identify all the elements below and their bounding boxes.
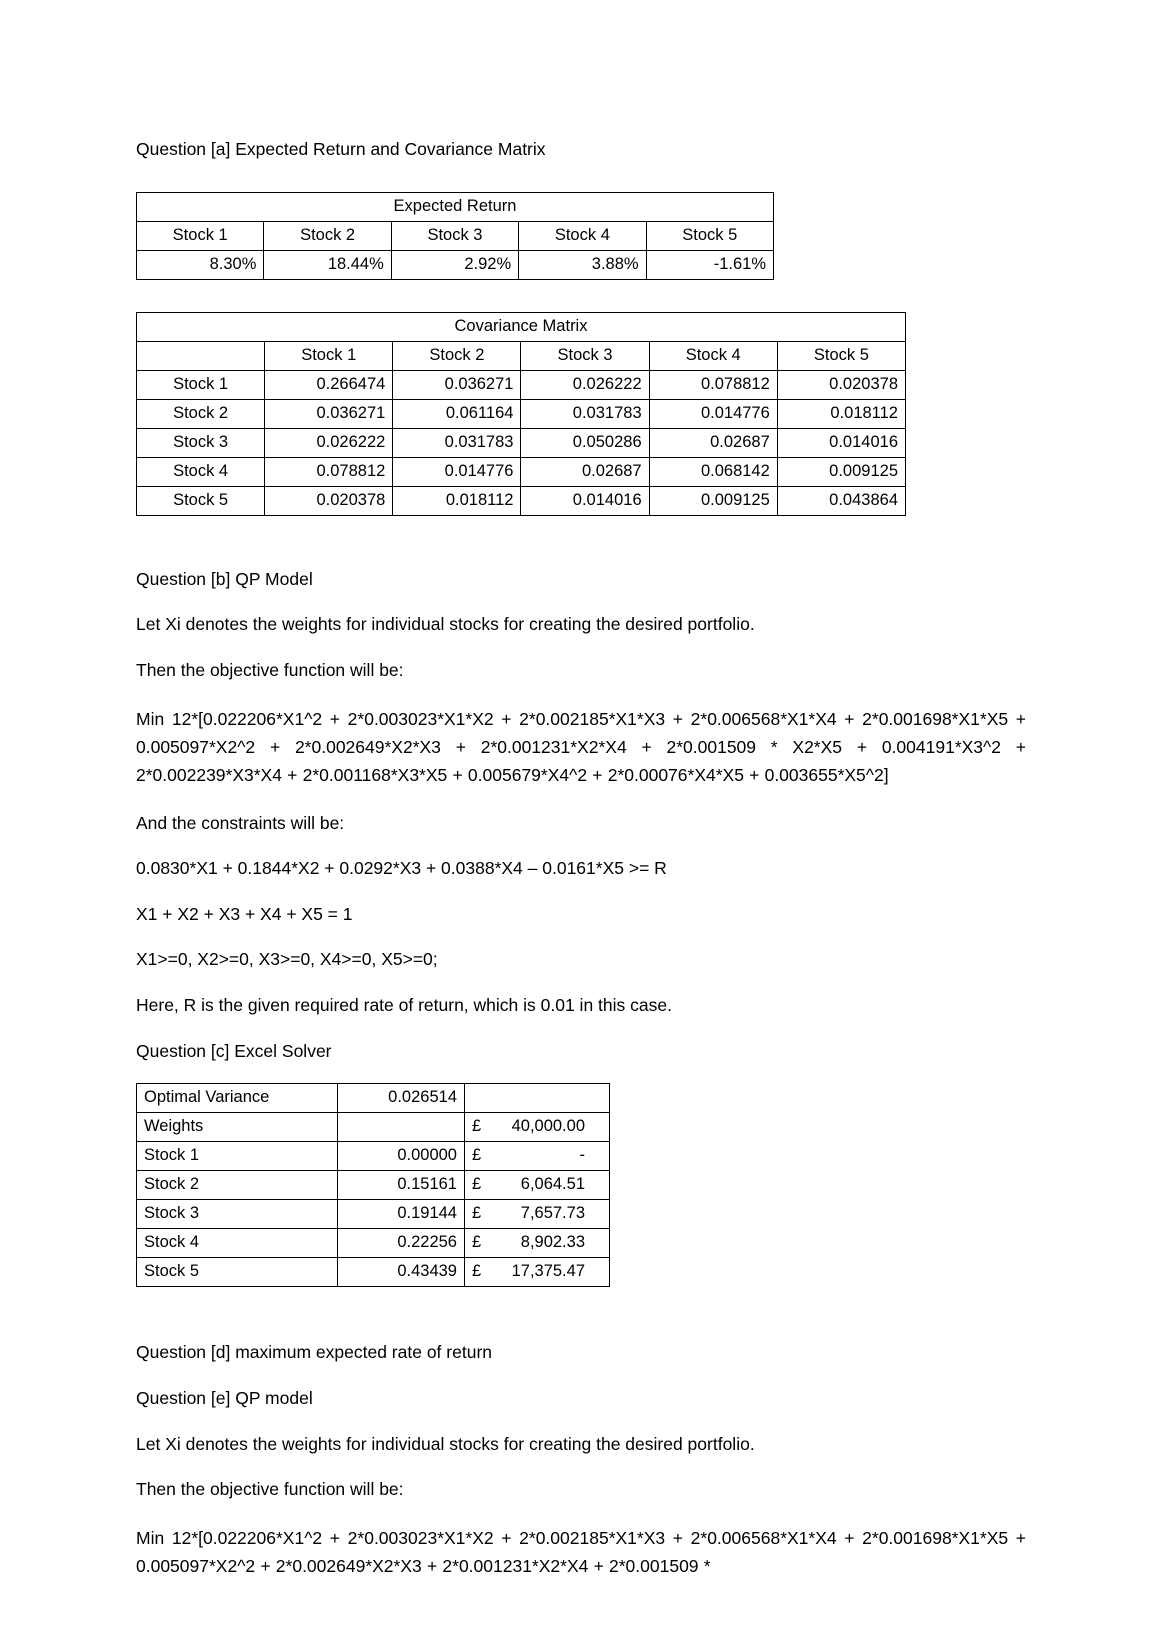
table-cell: 0.031783 — [521, 399, 649, 428]
qe-objective-function: Min 12*[0.022206*X1^2 + 2*0.003023*X1*X2 + 2*0.002185*X1*X3 + 2*0.006568*X1*X4 + 2*0.001698*X1*X5 + 0.005097*X2^2 + 2*0.002649*X2*X3 + 2*0.001231*X2*X4 + 2*0.001509 * — [136, 1527, 1026, 1577]
table-cell: 0.068142 — [649, 457, 777, 486]
table-cell: 6,064.51 — [498, 1171, 610, 1200]
currency-symbol: £ — [465, 1171, 499, 1200]
qe-objective-intro: Then the objective function will be: — [136, 1479, 404, 1500]
table-cell: 0.078812 — [265, 457, 393, 486]
table-cell: 18.44% — [264, 250, 391, 279]
row-header: Stock 3 — [137, 428, 265, 457]
section-heading-c: Question [c] Excel Solver — [136, 1040, 332, 1061]
table-cell: 0.026222 — [521, 370, 649, 399]
qe-definition-text: Let Xi denotes the weights for individual stocks for creating the desired portfolio. — [136, 1433, 755, 1454]
row-header: Stock 2 — [137, 399, 265, 428]
table-cell: 0.026222 — [265, 428, 393, 457]
table-row — [137, 457, 906, 486]
currency-symbol: £ — [465, 1229, 499, 1258]
table-cell: 0.078812 — [649, 370, 777, 399]
row-label: Stock 1 — [137, 1142, 338, 1171]
column-header: Stock 1 — [265, 341, 393, 370]
qb-constraint-sum: X1 + X2 + X3 + X4 + X5 = 1 — [136, 903, 353, 924]
table-row — [137, 486, 906, 515]
table-cell: 0.014016 — [521, 486, 649, 515]
table-row — [137, 1258, 610, 1287]
table-row — [137, 221, 774, 250]
table-cell — [498, 1084, 610, 1113]
table-cell: 0.014016 — [777, 428, 905, 457]
table-cell: 0.036271 — [265, 399, 393, 428]
column-header: Stock 1 — [137, 221, 264, 250]
table-row — [137, 399, 906, 428]
table-cell: 0.043864 — [777, 486, 905, 515]
table-cell: 0.018112 — [393, 486, 521, 515]
section-heading-a: Question [a] Expected Return and Covariance Matrix — [136, 139, 546, 159]
expected-return-title: Expected Return — [137, 192, 774, 221]
table-cell: 0.026514 — [338, 1084, 465, 1113]
column-header: Stock 2 — [393, 341, 521, 370]
table-cell: 7,657.73 — [498, 1200, 610, 1229]
table-cell: 0.266474 — [265, 370, 393, 399]
currency-symbol: £ — [465, 1200, 499, 1229]
column-header: Stock 2 — [264, 221, 391, 250]
row-label: Stock 5 — [137, 1258, 338, 1287]
row-label: Stock 3 — [137, 1200, 338, 1229]
column-header: Stock 3 — [391, 221, 518, 250]
currency-symbol: £ — [465, 1142, 499, 1171]
qb-required-return-note: Here, R is the given required rate of return, which is 0.01 in this case. — [136, 995, 672, 1016]
table-cell: 0.018112 — [777, 399, 905, 428]
table-row — [137, 1171, 610, 1200]
row-label: Stock 4 — [137, 1229, 338, 1258]
currency-symbol: £ — [465, 1258, 499, 1287]
column-header: Stock 4 — [519, 221, 646, 250]
table-cell: 0.020378 — [777, 370, 905, 399]
table-cell: 0.009125 — [777, 457, 905, 486]
table-row — [137, 1229, 610, 1258]
table-row — [137, 312, 906, 341]
table-cell: 40,000.00 — [498, 1113, 610, 1142]
row-header: Stock 1 — [137, 370, 265, 399]
table-cell: 0.020378 — [265, 486, 393, 515]
table-cell: 0.014776 — [649, 399, 777, 428]
column-header: Stock 3 — [521, 341, 649, 370]
covariance-title: Covariance Matrix — [137, 312, 906, 341]
table-bottom-spacer — [136, 1287, 1026, 1341]
table-cell: 3.88% — [519, 250, 646, 279]
row-header: Stock 5 — [137, 486, 265, 515]
currency-symbol — [465, 1084, 499, 1113]
row-label: Stock 2 — [137, 1171, 338, 1200]
table-row — [137, 1200, 610, 1229]
table-row — [137, 428, 906, 457]
section-heading-b: Question [b] QP Model — [136, 568, 313, 589]
table-cell: 0.15161 — [338, 1171, 465, 1200]
table-cell: 0.014776 — [393, 457, 521, 486]
table-row — [137, 1113, 610, 1142]
table-row — [137, 192, 774, 221]
qb-objective-intro: Then the objective function will be: — [136, 659, 404, 680]
column-header: Stock 4 — [649, 341, 777, 370]
table-cell: 0.02687 — [649, 428, 777, 457]
table-cell: 0.031783 — [393, 428, 521, 457]
currency-symbol: £ — [465, 1113, 499, 1142]
table-row — [137, 1142, 610, 1171]
table-cell: 0.02687 — [521, 457, 649, 486]
table-cell: 0.19144 — [338, 1200, 465, 1229]
section-heading-e: Question [e] QP model — [136, 1387, 313, 1408]
table-cell: 0.22256 — [338, 1229, 465, 1258]
qb-constraints-intro: And the constraints will be: — [136, 812, 345, 833]
table-cell: 8,902.33 — [498, 1229, 610, 1258]
table-cell — [338, 1113, 465, 1142]
table-cell: 0.050286 — [521, 428, 649, 457]
qb-objective-function: Min 12*[0.022206*X1^2 + 2*0.003023*X1*X2 + 2*0.002185*X1*X3 + 2*0.006568*X1*X4 + 2*0.001698*X1*X5 + 0.005097*X2^2 + 2*0.002649*X2*X3 + 2*0.001231*X2*X4 + 2*0.001509 * X2*X5 + 0.004191*X3^2 + 2*0.002239*X3*X4 + 2*0.001168*X3*X5 + 0.005679*X4^2 + 2*0.00076*X4*X5 + 0.003655*X5^2] — [136, 708, 1026, 786]
table-cell: 0.43439 — [338, 1258, 465, 1287]
expected-return-table — [136, 192, 774, 280]
table-row — [137, 341, 906, 370]
qb-constraint-return: 0.0830*X1 + 0.1844*X2 + 0.0292*X3 + 0.0388*X4 – 0.0161*X5 >= R — [136, 858, 667, 879]
excel-solver-table — [136, 1083, 610, 1287]
table-cell: - — [498, 1142, 610, 1171]
table-cell: 0.061164 — [393, 399, 521, 428]
row-label: Optimal Variance — [137, 1084, 338, 1113]
table-cell: -1.61% — [646, 250, 773, 279]
table-row — [137, 1084, 610, 1113]
table-cell: 2.92% — [391, 250, 518, 279]
qb-definition-text: Let Xi denotes the weights for individual stocks for creating the desired portfolio. — [136, 614, 755, 635]
row-label: Weights — [137, 1113, 338, 1142]
section-heading-d: Question [d] maximum expected rate of return — [136, 1342, 492, 1363]
table-cell: 0.00000 — [338, 1142, 465, 1171]
table-cell: 17,375.47 — [498, 1258, 610, 1287]
row-header: Stock 4 — [137, 457, 265, 486]
table-row — [137, 250, 774, 279]
table-cell: 0.009125 — [649, 486, 777, 515]
covariance-matrix-table — [136, 312, 906, 516]
corner-cell — [137, 341, 265, 370]
column-header: Stock 5 — [646, 221, 773, 250]
column-header: Stock 5 — [777, 341, 905, 370]
table-cell: 8.30% — [137, 250, 264, 279]
table-row — [137, 370, 906, 399]
qb-constraint-nonneg: X1>=0, X2>=0, X3>=0, X4>=0, X5>=0; — [136, 949, 438, 970]
table-cell: 0.036271 — [393, 370, 521, 399]
